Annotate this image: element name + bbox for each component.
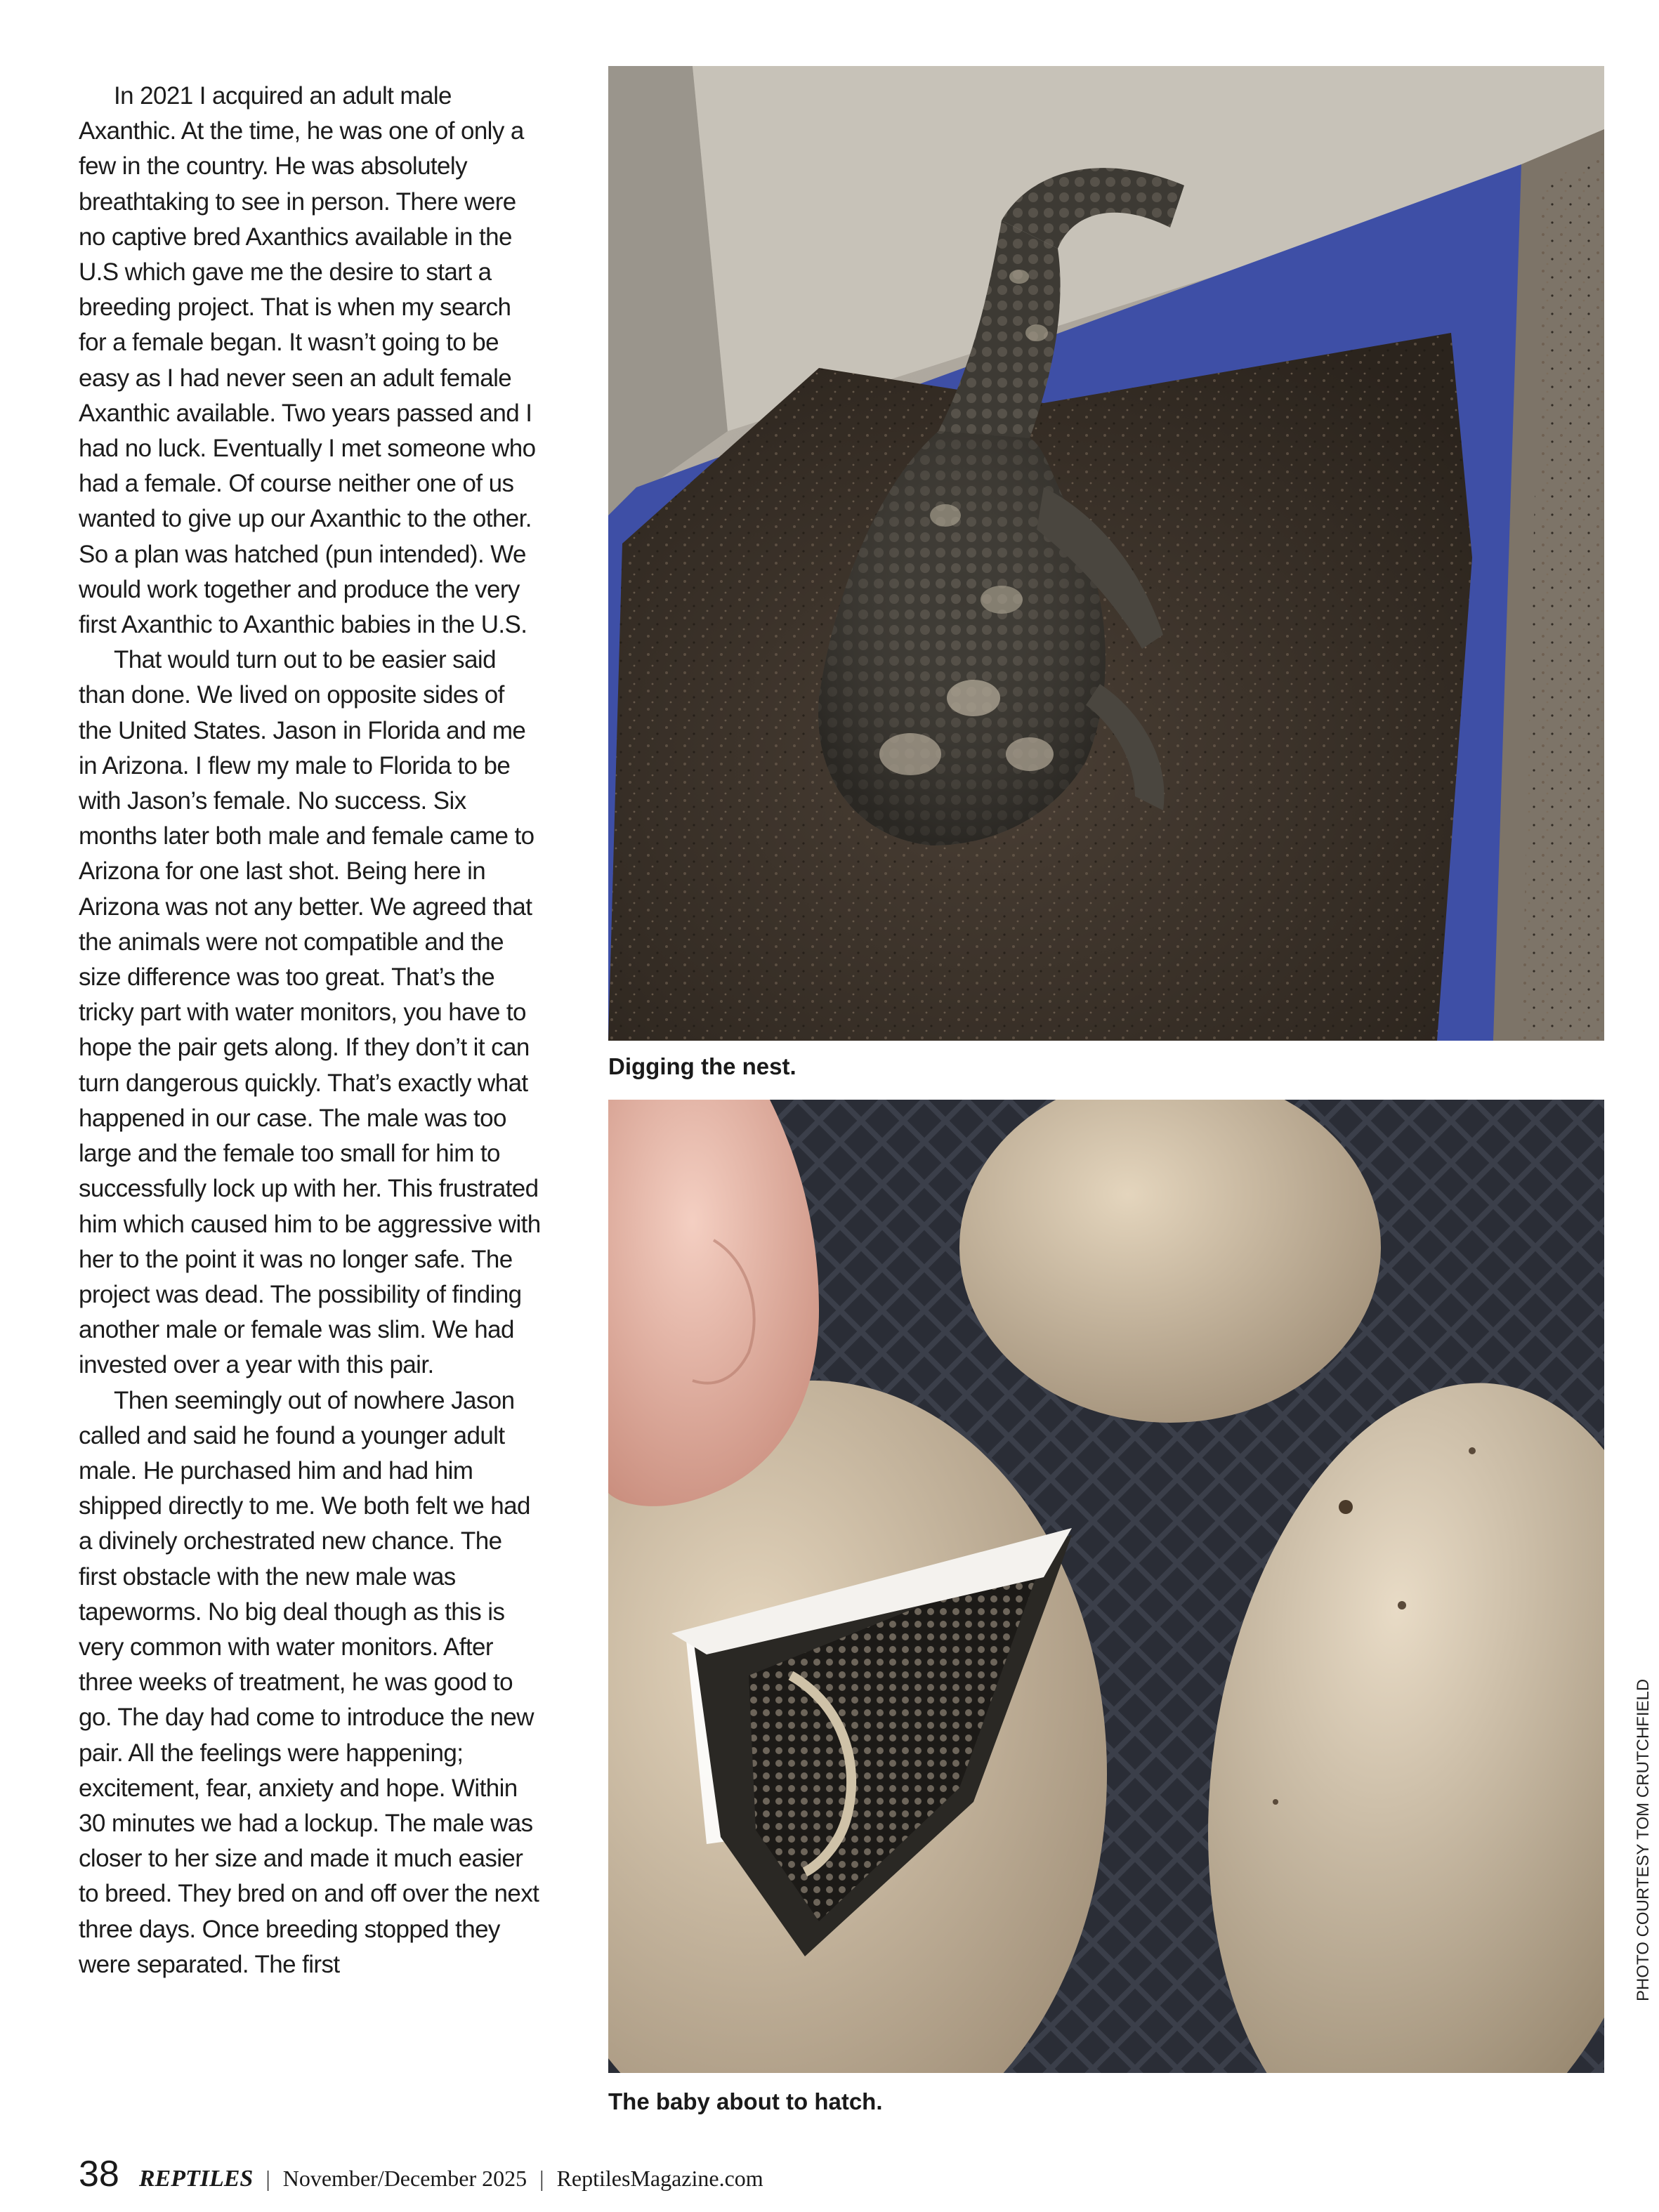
page-number: 38 — [79, 2154, 119, 2194]
footer-separator: | — [539, 2166, 544, 2191]
photo-caption-egg: The baby about to hatch. — [608, 2088, 883, 2114]
article-paragraph: In 2021 I acquired an adult male Axanthic. At the time, he was one of only a few in the country. He was absolutely breathtaking to see in person. There were no captive bred Axanthics available in the U.S which gave me the desire to start a breeding project. That is when my search for a female began. It wasn’t going to be easy as I had never seen an adult female Axanthic available. Two years passed and I had no luck. Eventually I met someone who had a female. Of course neither one of us wanted to give up our Axanthic to the other. So a plan was hatched (pun intended). We would work together and produce the very first Axanthic to Axanthic babies in the U.S. — [79, 82, 536, 639]
photo-egg-hatching — [608, 1100, 1604, 2073]
photo-monitor-digging-nest — [608, 66, 1604, 1041]
magazine-title: REPTILES — [138, 2166, 254, 2192]
article-column — [79, 79, 542, 1982]
footer-separator: | — [265, 2166, 270, 2191]
photo-caption-nest: Digging the nest. — [608, 1053, 796, 1079]
page-footer — [79, 2153, 763, 2195]
article-paragraph: Then seemingly out of nowhere Jason called and said he found a younger adult male. He purchased him and had him shipped directly to me. We both felt we had a divinely orchestrated new chance. The first obstacle with the new male was tapeworms. No big deal though as this is very common with water monitors. After three weeks of treatment, he was good to go. The day had come to introduce the new pair. All the feelings were happening; excitement, fear, anxiety and hope. Within 30 minutes we had a lockup. The male was closer to her size and made it much easier to breed. They bred on and off over the next three days. Once breeding stopped they were separated. The first — [79, 1386, 539, 1978]
website-link[interactable]: ReptilesMagazine.com — [556, 2166, 763, 2191]
article-paragraph: That would turn out to be easier said than done. We lived on opposite sides of the United States. Jason in Florida and me in Arizona. I flew my male to Florida to be with Jason’s female. No success. Six months later both male and female came to Arizona for one last shot. Being here in Arizona was not any better. We agreed that the animals were not compatible and the size difference was too great. That’s the tricky part with water monitors, you have to hope the pair gets along. If they don’t it can turn dangerous quickly. That’s exactly what happened in our case. The male was too large and the female too small for him to successfully lock up with her. This frustrated him which caused him to be aggressive with her to the point it was no longer safe. The project was dead. The possibility of finding another male or female was slim. We had invested over a year with this pair. — [79, 646, 541, 1379]
issue-date: November/December 2025 — [282, 2166, 527, 2191]
photo-credit: PHOTO COURTESY TOM CRUTCHFIELD — [1634, 1678, 1653, 2001]
